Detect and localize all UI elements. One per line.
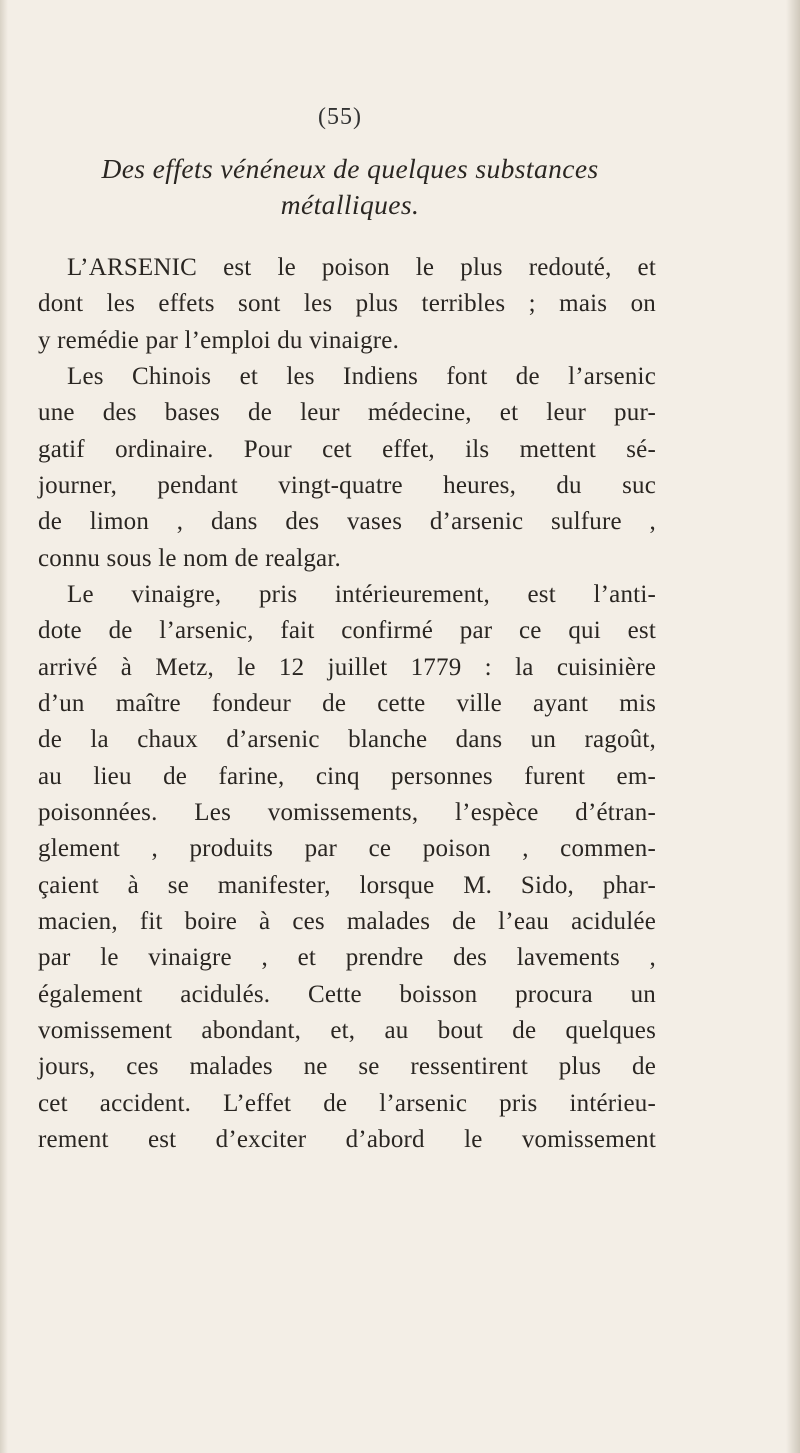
text-line: connu sous le nom de realgar. (38, 545, 341, 572)
text-line: Les Chinois et les Indiens font de l’arsenic (67, 363, 656, 390)
text-line: poisonnées. Les vomissements, l’espèce d’étran- (38, 799, 656, 826)
text-line: journer, pendant vingt-quatre heures, du suc (38, 472, 656, 499)
text-line: par le vinaigre , et prendre des lavements , (38, 944, 656, 971)
text-line: d’un maître fondeur de cette ville ayant mis (38, 690, 656, 717)
text-line: de la chaux d’arsenic blanche dans un ragoût, (38, 726, 656, 753)
text-line: au lieu de farine, cinq personnes furent em- (38, 763, 656, 790)
text-line: de limon , dans des vases d’arsenic sulfure , (38, 508, 656, 535)
text-line: gatif ordinaire. Pour cet effet, ils mettent sé- (38, 436, 656, 463)
chapter-title-line-2: métalliques. (280, 189, 420, 220)
chapter-title-line-1: Des effets vénéneux de quelques substances (101, 153, 599, 184)
text-line: çaient à se manifester, lorsque M. Sido, phar- (38, 872, 656, 899)
text-line: également acidulés. Cette boisson procura un (38, 981, 656, 1008)
text-line: Le vinaigre, pris intérieurement, est l’anti- (67, 581, 656, 608)
text-line: jours, ces malades ne se ressentirent plus de (38, 1053, 656, 1080)
page-edge-right (786, 0, 800, 1453)
text-line: rement est d’exciter d’abord le vomissement (38, 1126, 656, 1153)
text-line: une des bases de leur médecine, et leur pur- (38, 399, 656, 426)
text-line: y remédie par l’emploi du vinaigre. (38, 327, 400, 354)
text-line: glement , produits par ce poison , commen- (38, 835, 656, 862)
text-line: L’ARSENIC est le poison le plus redouté, et (67, 254, 656, 281)
text-line: macien, fit boire à ces malades de l’eau acidulée (38, 908, 656, 935)
page-number: (55) (318, 104, 362, 130)
text-line: dont les effets sont les plus terribles ; mais on (38, 290, 656, 317)
text-line: cet accident. L’effet de l’arsenic pris intérieu- (38, 1090, 656, 1117)
text-line: arrivé à Metz, le 12 juillet 1779 : la cuisinière (38, 654, 656, 681)
text-line: dote de l’arsenic, fait confirmé par ce qui est (38, 617, 656, 644)
page-edge-left (0, 0, 8, 1453)
text-line: vomissement abondant, et, au bout de quelques (38, 1017, 656, 1044)
